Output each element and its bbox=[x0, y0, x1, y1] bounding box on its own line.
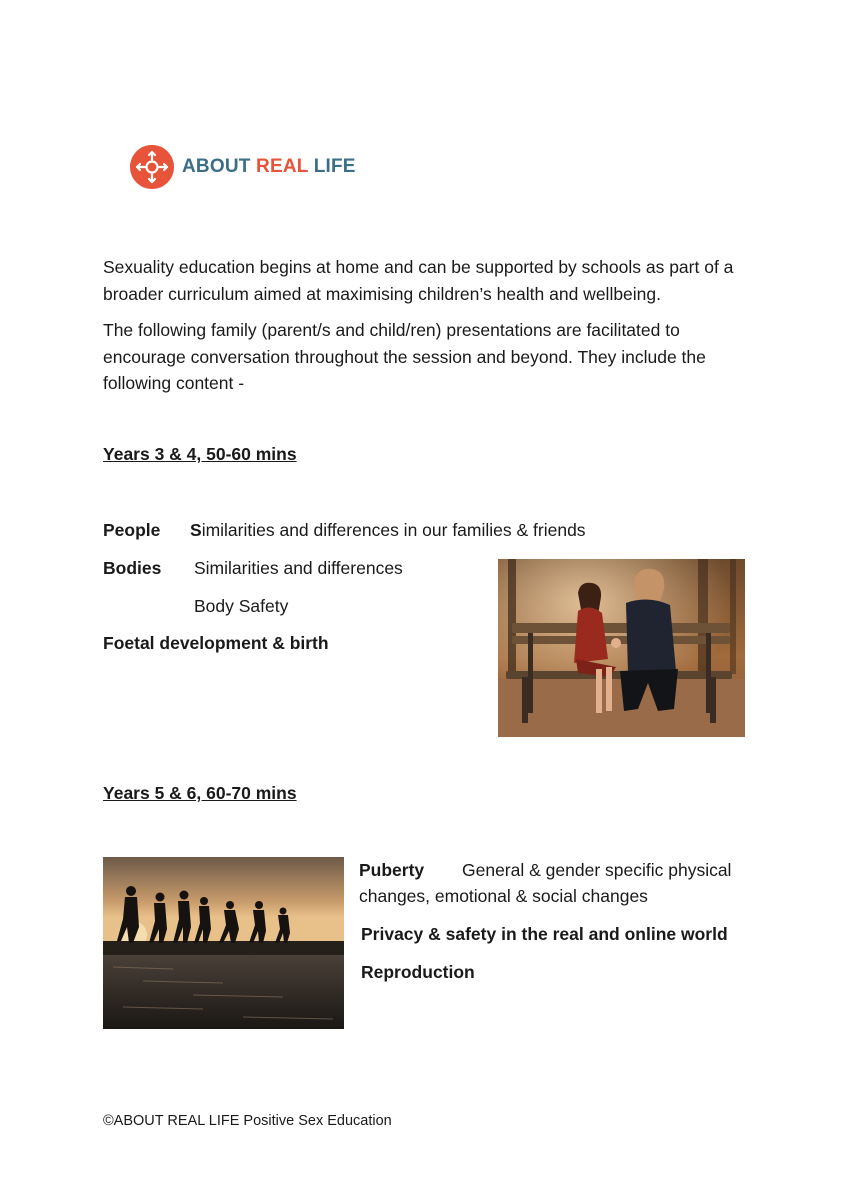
body-safety-text: Body Safety bbox=[194, 596, 289, 616]
photo-girl-and-woman-on-bench bbox=[498, 559, 745, 737]
section-heading-years-3-4: Years 3 & 4, 50-60 mins bbox=[103, 444, 297, 464]
privacy-safety-text: Privacy & safety in the real and online world bbox=[361, 924, 728, 944]
puberty-description-line-1: General & gender specific physical bbox=[462, 860, 732, 880]
puberty-label: Puberty bbox=[359, 860, 425, 880]
logo bbox=[130, 145, 356, 189]
photo-silhouettes-at-sunset bbox=[103, 857, 344, 1029]
people-row bbox=[103, 518, 160, 542]
intro-paragraph-2: The following family (parent/s and child/ren) presentations are facilitated to encourage conversation throughout the session and beyond. They include the following content - bbox=[103, 320, 706, 393]
compass-arrows-icon bbox=[130, 145, 174, 189]
bodies-label: Bodies bbox=[103, 558, 162, 578]
people-label: People bbox=[103, 520, 161, 540]
bodies-description: Similarities and differences bbox=[194, 558, 403, 578]
section-heading-years-5-6: Years 5 & 6, 60-70 mins bbox=[103, 783, 297, 803]
puberty-description-line-2: changes, emotional & social changes bbox=[359, 886, 648, 906]
intro-paragraph-1: Sexuality education begins at home and can be supported by schools as part of a broader curriculum aimed at maximising children’s health and wellbeing. bbox=[103, 257, 734, 304]
puberty-row bbox=[359, 858, 424, 882]
foetal-development-text: Foetal development & birth bbox=[103, 633, 329, 653]
people-description: Similarities and differences in our families & friends bbox=[190, 520, 586, 540]
reproduction-text: Reproduction bbox=[361, 962, 475, 982]
footer-copyright: ©ABOUT REAL LIFE Positive Sex Education bbox=[103, 1113, 392, 1129]
logo-wordmark: ABOUT REAL LIFE bbox=[182, 156, 356, 177]
